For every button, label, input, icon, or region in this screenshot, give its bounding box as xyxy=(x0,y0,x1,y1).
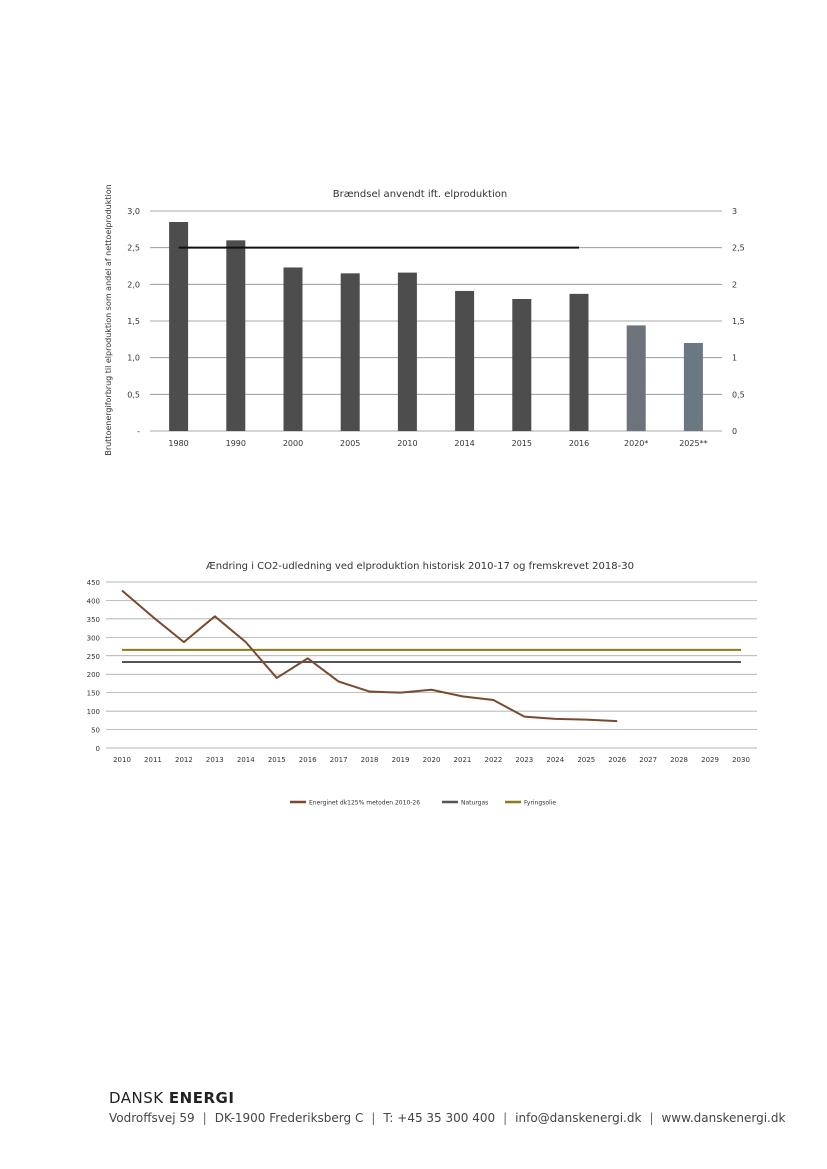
y-tick-label: 150 xyxy=(86,689,100,698)
footer xyxy=(109,1089,785,1125)
brand-bold: ENERGI xyxy=(168,1089,235,1107)
x-tick-label: 2015 xyxy=(267,756,286,764)
x-tick-label: 2013 xyxy=(205,756,224,764)
x-tick-label: 2020* xyxy=(624,439,649,448)
city: DK-1900 Frederiksberg C xyxy=(214,1111,364,1125)
x-tick-label: 2014 xyxy=(454,439,475,448)
y-tick-label: 0 xyxy=(95,745,100,753)
x-tick-label: 2010 xyxy=(113,756,131,764)
y-tick-label: 3,0 xyxy=(127,207,140,216)
separator: | xyxy=(371,1111,376,1125)
x-tick-label: 2018 xyxy=(360,756,379,764)
y-tick-label: 400 xyxy=(86,597,100,606)
y-tick-label: 100 xyxy=(86,708,100,717)
x-tick-label: 2005 xyxy=(340,439,361,448)
x-tick-label: 2011 xyxy=(144,756,162,764)
y-tick-label: 250 xyxy=(86,652,100,661)
x-tick-label: 2025 xyxy=(577,756,596,764)
chart-title: Brændsel anvendt ift. elproduktion xyxy=(332,189,508,200)
x-tick-label: 1980 xyxy=(168,439,189,448)
x-tick-label: 2000 xyxy=(282,439,304,448)
x-tick-label: 2029 xyxy=(701,756,719,764)
x-tick-label: 2010 xyxy=(397,439,418,448)
x-tick-label: 2024 xyxy=(546,756,565,764)
y2-tick-label: 2,5 xyxy=(732,243,745,253)
brand-logo xyxy=(109,1089,785,1107)
y-tick-label: 2,0 xyxy=(127,280,140,290)
x-tick-label: 2016 xyxy=(298,756,317,764)
x-tick-label: 2028 xyxy=(670,756,689,764)
x-tick-label: 2017 xyxy=(329,756,348,764)
legend-label: Fyringsolie xyxy=(524,799,557,807)
email-link[interactable]: info@danskenergi.dk xyxy=(515,1111,642,1125)
x-tick-label: 2019 xyxy=(391,756,410,764)
x-tick-label: 2015 xyxy=(511,439,532,448)
y2-tick-label: 0 xyxy=(732,427,738,436)
x-tick-label: 2012 xyxy=(174,756,193,764)
x-tick-label: 2026 xyxy=(608,756,627,764)
y-tick-label: 350 xyxy=(86,615,100,624)
legend-label: Naturgas xyxy=(461,799,489,807)
y-tick-label: - xyxy=(137,427,140,436)
phone: T: +45 35 300 400 xyxy=(383,1111,496,1125)
y-tick-label: 50 xyxy=(91,726,100,735)
x-tick-label: 2027 xyxy=(639,756,658,764)
x-tick-label: 2016 xyxy=(568,439,590,448)
x-tick-label: 1990 xyxy=(225,439,246,448)
y2-tick-label: 0,5 xyxy=(732,390,745,400)
y-tick-label: 1,0 xyxy=(127,353,140,363)
y-tick-label: 450 xyxy=(86,579,100,587)
y-tick-label: 2,5 xyxy=(127,243,140,253)
website-link[interactable]: www.danskenergi.dk xyxy=(661,1111,786,1125)
x-tick-label: 2022 xyxy=(484,756,503,764)
y-tick-label: 0,5 xyxy=(127,390,140,400)
legend xyxy=(290,800,556,807)
chart-title: Ændring i CO2-udledning ved elproduktion historisk 2010-17 og fremskrevet 2018-30 xyxy=(206,561,634,572)
separator: | xyxy=(503,1111,508,1125)
y2-tick-label: 3 xyxy=(732,207,738,216)
x-tick-label: 2023 xyxy=(515,756,534,764)
y-tick-label: 200 xyxy=(86,671,100,680)
x-tick-label: 2021 xyxy=(453,756,472,764)
address: Vodroffsvej 59 xyxy=(109,1111,195,1125)
legend-label: Energinet dk125% metoden 2010-26 xyxy=(309,799,421,807)
brand-light: DANSK xyxy=(109,1089,164,1107)
y-axis-label: Bruttoenergiforbrug til elproduktion som andel af nettoelproduktion xyxy=(104,184,113,456)
contact-line xyxy=(109,1111,785,1125)
y-tick-label: 300 xyxy=(86,634,100,643)
x-tick-label: 2020 xyxy=(422,756,441,764)
x-tick-label: 2014 xyxy=(236,756,255,764)
x-tick-label: 2030 xyxy=(732,756,750,764)
x-tick-label: 2025** xyxy=(679,439,708,448)
y-tick-label: 1,5 xyxy=(127,317,140,326)
y2-tick-label: 1,5 xyxy=(732,317,745,326)
y2-tick-label: 2 xyxy=(732,280,738,290)
y2-tick-label: 1 xyxy=(732,353,738,363)
separator: | xyxy=(649,1111,654,1125)
separator: | xyxy=(202,1111,207,1125)
